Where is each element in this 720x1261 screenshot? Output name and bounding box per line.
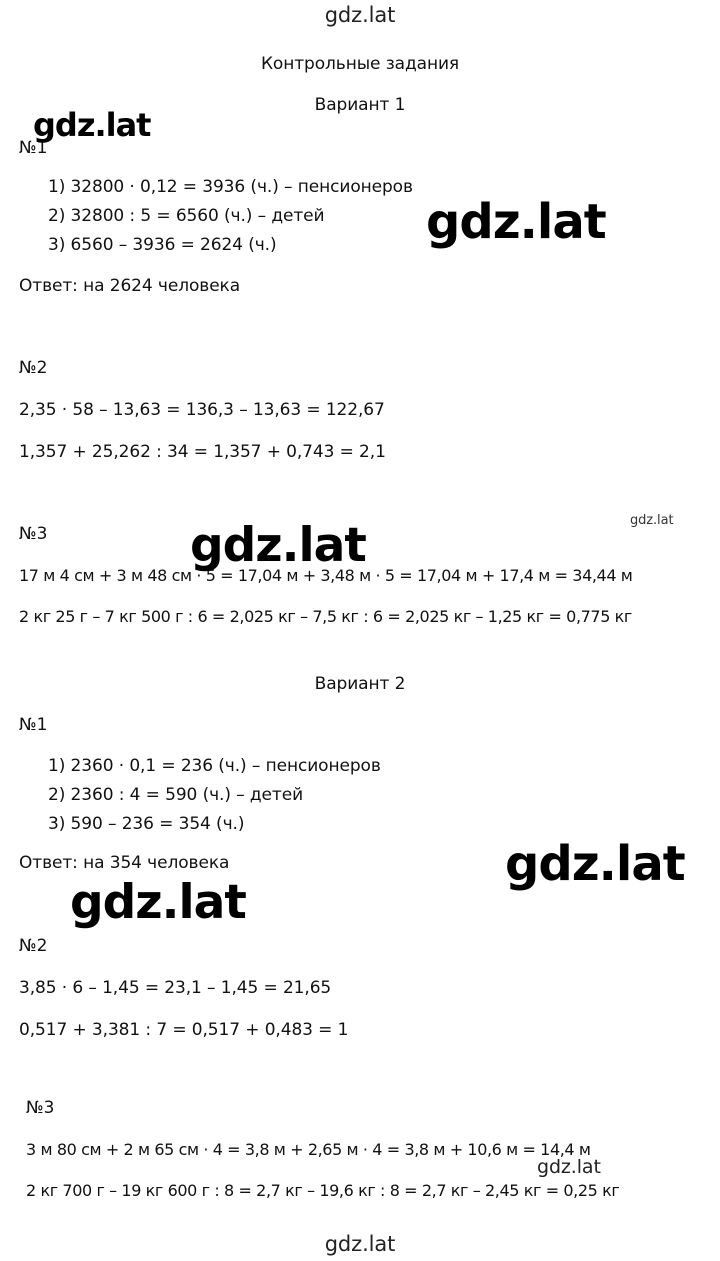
watermark-7: gdz.lat [537, 1156, 601, 1178]
v2-task3-line-1: 3 м 80 см + 2 м 65 см · 4 = 3,8 м + 2,65 м · 4 = 3,8 м + 10,6 м = 14,4 м [26, 1140, 591, 1159]
v2-task1-number: №1 [19, 715, 48, 735]
v2-task3-number: №3 [26, 1098, 55, 1118]
watermark-3: gdz.lat [630, 513, 674, 528]
v1-task1-number: №1 [19, 138, 48, 158]
v2-task3-line-2: 2 кг 700 г – 19 кг 600 г : 8 = 2,7 кг – 19,6 кг : 8 = 2,7 кг – 2,45 кг = 0,25 кг [26, 1181, 620, 1200]
v1-task1-answer: Ответ: на 2624 человека [19, 276, 241, 296]
watermark-2: gdz.lat [426, 194, 606, 250]
v1-task1-step-2: 2) 32800 : 5 = 6560 (ч.) – детей [48, 206, 325, 226]
v2-task1-step-2: 2) 2360 : 4 = 590 (ч.) – детей [48, 785, 304, 805]
v1-task2-number: №2 [19, 358, 48, 378]
v1-task2-line-2: 1,357 + 25,262 : 34 = 1,357 + 0,743 = 2,1 [19, 442, 386, 462]
v1-task3-line-2: 2 кг 25 г – 7 кг 500 г : 6 = 2,025 кг – 7,5 кг : 6 = 2,025 кг – 1,25 кг = 0,775 кг [19, 607, 632, 626]
v2-task2-line-1: 3,85 · 6 – 1,45 = 23,1 – 1,45 = 21,65 [19, 978, 332, 998]
v1-task1-step-3: 3) 6560 – 3936 = 2624 (ч.) [48, 235, 277, 255]
v1-task3-number: №3 [19, 524, 48, 544]
v2-task1-answer: Ответ: на 354 человека [19, 853, 230, 873]
watermark-4: gdz.lat [190, 518, 366, 573]
v1-task3-line-1: 17 м 4 см + 3 м 48 см · 5 = 17,04 м + 3,48 м · 5 = 17,04 м + 17,4 м = 34,44 м [19, 566, 633, 585]
v2-task2-number: №2 [19, 936, 48, 956]
v2-task2-line-2: 0,517 + 3,381 : 7 = 0,517 + 0,483 = 1 [19, 1020, 349, 1040]
watermark-bottom: gdz.lat [324, 1232, 396, 1256]
variant2-title: Вариант 2 [314, 674, 406, 694]
v2-task1-step-3: 3) 590 – 236 = 354 (ч.) [48, 814, 245, 834]
v1-task1-step-1: 1) 32800 · 0,12 = 3936 (ч.) – пенсионеров [48, 177, 413, 197]
v1-task2-line-1: 2,35 · 58 – 13,63 = 136,3 – 13,63 = 122,67 [19, 400, 385, 420]
watermark-5: gdz.lat [505, 836, 685, 892]
watermark-6: gdz.lat [70, 875, 246, 930]
page-heading: Контрольные задания [260, 54, 460, 74]
variant1-title: Вариант 1 [314, 95, 406, 115]
watermark-1: gdz.lat [33, 106, 151, 144]
watermark-top: gdz.lat [324, 3, 396, 27]
v2-task1-step-1: 1) 2360 · 0,1 = 236 (ч.) – пенсионеров [48, 756, 381, 776]
